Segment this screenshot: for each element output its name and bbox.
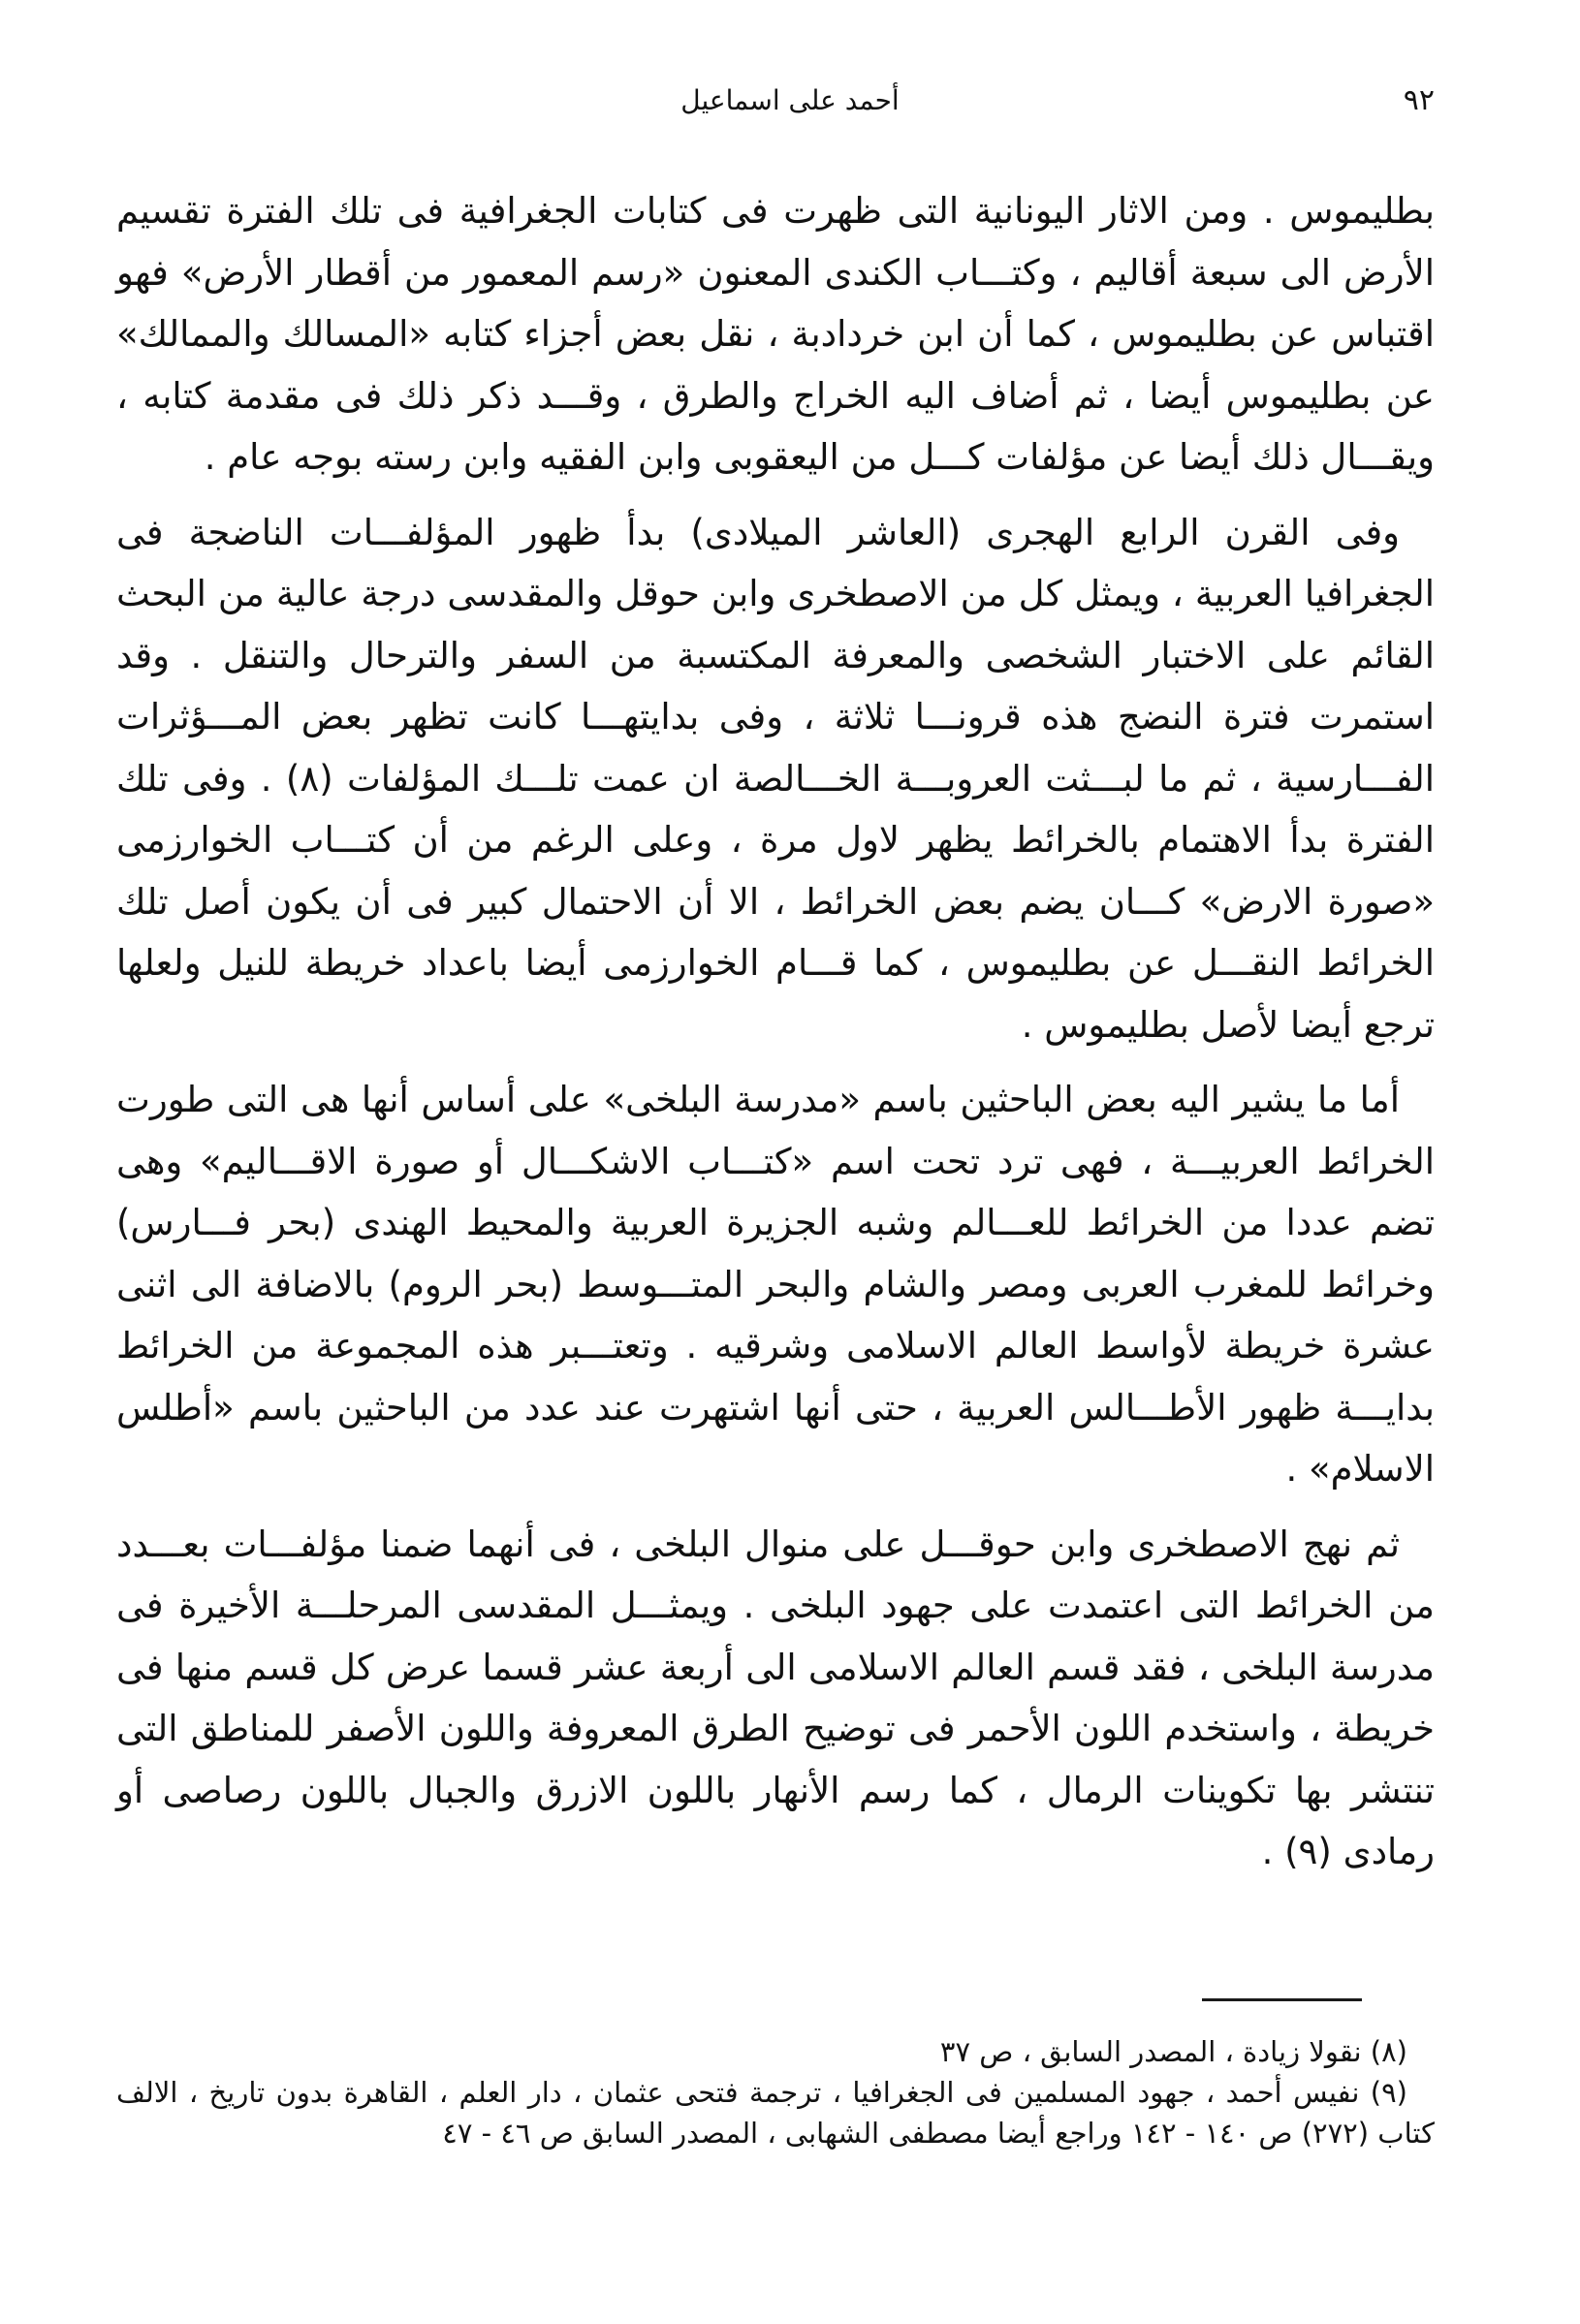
body-text xyxy=(116,180,1435,1897)
paragraph-4: ثم نهج الاصطخرى وابن حوقـــل على منوال البلخى ، فى أنهما ضمنا مؤلفـــات بعـــدد من الخرائط التى اعتمدت على جهود البلخى . ويمثـــل المقدسى المرحلـــة الأخيرة فى مدرسة البلخى ، فقد قسم العالم الاسلامى الى أربعة عشر قسما عرض كل قسم منها فى خريطة ، واستخدم اللون الأحمر فى توضيح الطرق المعروفة واللون الأصفر للمناطق التى تنتشر بها تكوينات الرمال ، كما رسم الأنهار باللون الازرق والجبال باللون رصاصى أو رمادى (٩) . xyxy=(116,1523,1435,1872)
paragraph-2: وفى القرن الرابع الهجرى (العاشر الميلادى) بدأ ظهور المؤلفـــات الناضجة فى الجغرافيا العربية ، ويمثل كل من الاصطخرى وابن حوقل والمقدسى درجة عالية من البحث القائم على الاختبار الشخصى والمعرفة المكتسبة من السفر والترحال والتنقل . وقد استمرت فترة النضج هذه قرونـــا ثلاثة ، وفى بدايتهـــا كانت تظهر بعض المـــؤثرات الفـــارسية ، ثم ما لبـــثت العروبـــة الخـــالصة ان عمت تلـــك المؤلفات (٨) . وفى تلك الفترة بدأ الاهتمام بالخرائط يظهر لاول مرة ، وعلى الرغم من أن كتـــاب الخوارزمى «صورة الارض» كـــان يضم بعض الخرائط ، الا أن الاحتمال كبير فى أن يكون أصل تلك الخرائط النقـــل عن بطليموس ، كما قـــام الخوارزمى أيضا باعداد خريطة للنيل ولعلها ترجع أيضا لأصل بطليموس . xyxy=(116,511,1435,1046)
running-head xyxy=(145,81,1435,120)
footnote-8: (٨) نقولا زيادة ، المصدر السابق ، ص ٣٧ xyxy=(939,2035,1407,2068)
paragraph-3: أما ما يشير اليه بعض الباحثين باسم «مدرسة البلخى» على أساس أنها هى التى طورت الخرائط العربيـــة ، فهى ترد تحت اسم «كتـــاب الاشكـــال أو صورة الاقـــاليم» وهى تضم عددا من الخرائط للعـــالم وشبه الجزيرة العربية والمحيط الهندى (بحر فـــارس) وخرائط للمغرب العربى ومصر والشام والبحر المتـــوسط (بحر الروم) بالاضافة الى اثنى عشرة خريطة لأواسط العالم الاسلامى وشرقيه . وتعتـــبر هذه المجموعة من الخرائط بدايـــة ظهور الأطـــالس العربية ، حتى أنها اشتهرت عند عدد من الباحثين باسم «أطلس الاسلام» . xyxy=(116,1079,1435,1490)
paragraph-1: بطليموس . ومن الاثار اليونانية التى ظهرت فى كتابات الجغرافية فى تلك الفترة تقسيم الأرض الى سبعة أقاليم ، وكتـــاب الكندى المعنون «رسم المعمور من أقطار الأرض» فهو اقتباس عن بطليموس ، كما أن ابن خردادبة ، نقل بعض أجزاء كتابه «المسالك والممالك» عن بطليموس أيضا ، ثم أضاف اليه الخراج والطرق ، وقـــد ذكر ذلك فى مقدمة كتابه ، ويقـــال ذلك أيضا عن مؤلفات كـــل من اليعقوبى وابن الفقيه وابن رسته بوجه عام . xyxy=(116,190,1435,478)
footnote-9: (٩) نفيس أحمد ، جهود المسلمين فى الجغرافيا ، ترجمة فتحى عثمان ، دار العلم ، القاهرة بدون تاريخ ، الالف كتاب (٢٧٢) ص ١٤٠ - ١٤٢ وراجع أيضا مصطفى الشهابى ، المصدر السابق ص ٤٦ - ٤٧ xyxy=(116,2076,1435,2150)
page-number: ٩٢ xyxy=(1403,83,1435,117)
footnotes xyxy=(116,2031,1435,2153)
footnote-divider xyxy=(1202,1998,1362,2001)
running-title: أحمد على اسماعيل xyxy=(680,84,900,116)
